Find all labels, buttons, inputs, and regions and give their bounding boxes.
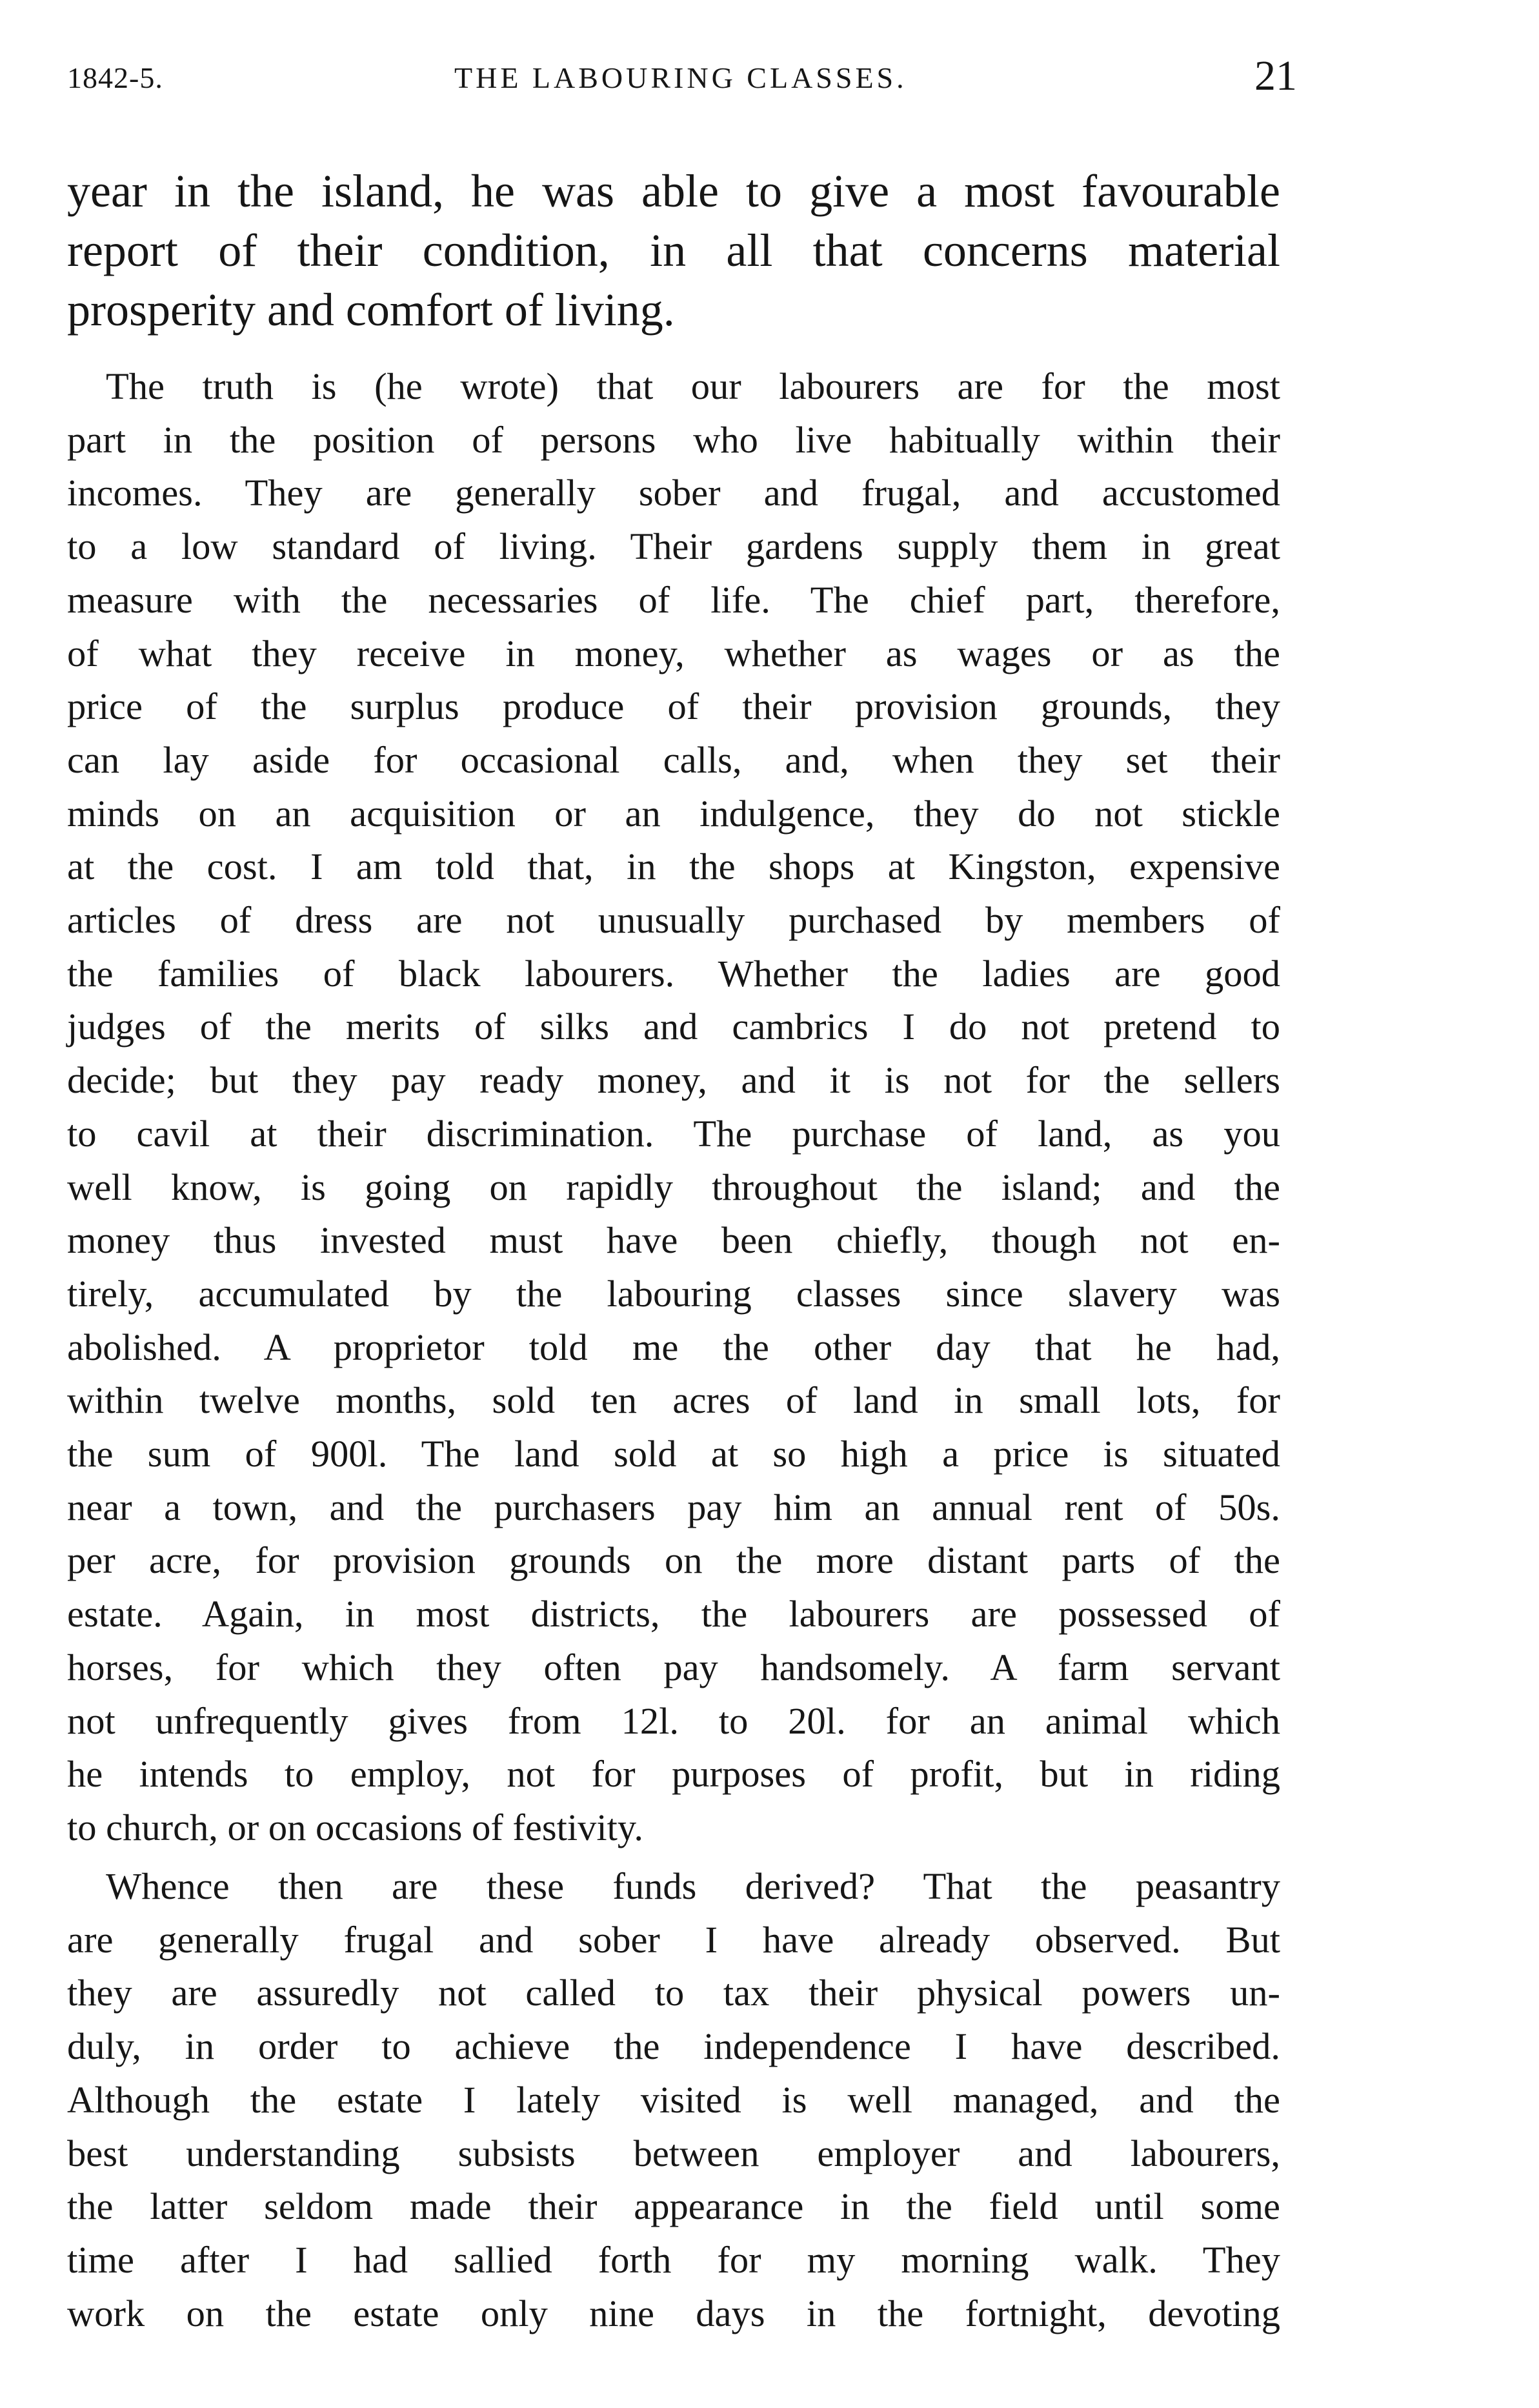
text-line: to a low standard of living. Their gardens supply them in great [67,525,1280,568]
text-line: money thus invested must have been chiefly, though not en- [67,1219,1280,1262]
text-line: decide; but they pay ready money, and it is not for the sellers [67,1059,1280,1102]
text-line: within twelve months, sold ten acres of land in small lots, for [67,1379,1280,1422]
text-line: well know, is going on rapidly throughout the island; and the [67,1166,1280,1208]
text-line: part in the position of persons who live habitually within their [67,418,1280,461]
text-line: measure with the necessaries of life. The chief part, therefore, [67,578,1280,621]
text-line: Although the estate I lately visited is well managed, and the [67,2078,1280,2121]
text-line: per acre, for provision grounds on the more distant parts of the [67,1539,1280,1582]
text-line: minds on an acquisition or an indulgence, they do not stickle [67,792,1280,835]
text-line: estate. Again, in most districts, the labourers are possessed of [67,1593,1280,1635]
text-line: they are assuredly not called to tax their physical powers un- [67,1972,1280,2014]
text-line: time after I had sallied forth for my morning walk. They [67,2238,1280,2281]
text-line: the sum of 900l. The land sold at so high a price is situated [67,1433,1280,1475]
text-line: the latter seldom made their appearance in the field until some [67,2185,1280,2228]
text-line: he intends to employ, not for purposes of profit, but in riding [67,1753,1280,1796]
second-paragraph [67,1860,1280,2340]
opening-paragraph [67,161,1280,339]
text-line: incomes. They are generally sober and frugal, and accustomed [67,472,1280,514]
text-line: to cavil at their discrimination. The purchase of land, as you [67,1112,1280,1155]
text-line: report of their condition, in all that concerns material [67,225,1280,276]
text-line: the families of black labourers. Whether the ladies are good [67,952,1280,995]
text-line: not unfrequently gives from 12l. to 20l. for an animal which [67,1699,1280,1742]
text-line: The truth is (he wrote) that our labourers are for the most [106,365,1280,407]
text-line: near a town, and the purchasers pay him an annual rent of 50s. [67,1486,1280,1528]
text-line: are generally frugal and sober I have already observed. But [67,1918,1280,1961]
text-line: price of the surplus produce of their provision grounds, they [67,685,1280,728]
text-line: of what they receive in money, whether as wages or as the [67,632,1280,674]
text-line: at the cost. I am told that, in the shops at Kingston, expensive [67,845,1280,888]
text-line: year in the island, he was able to give a most favourable [67,165,1280,217]
text-line: Whence then are these funds derived? That the peasantry [106,1865,1280,1907]
header-years: 1842-5. [67,61,163,94]
text-line: duly, in order to achieve the independence I have described. [67,2025,1280,2068]
text-line: tirely, accumulated by the labouring classes since slavery was [67,1272,1280,1315]
block-quotation [67,360,1280,1855]
text-line: best understanding subsists between employer and labourers, [67,2132,1280,2174]
header-title: THE LABOURING CLASSES. [454,61,907,94]
text-line: can lay aside for occasional calls, and, when they set their [67,738,1280,781]
page-number: 21 [1254,52,1297,99]
text-line: prosperity and comfort of living. [67,284,675,336]
text-line: abolished. A proprietor told me the other day that he had, [67,1326,1280,1368]
text-line: to church, or on occasions of festivity. [67,1806,643,1848]
text-line: horses, for which they often pay handsomely. A farm servant [67,1646,1280,1688]
text-line: work on the estate only nine days in the fortnight, devoting [67,2292,1280,2334]
text-line: judges of the merits of silks and cambrics I do not pretend to [67,1006,1280,1048]
running-header [67,52,1297,108]
text-line: articles of dress are not unusually purchased by members of [67,899,1280,942]
